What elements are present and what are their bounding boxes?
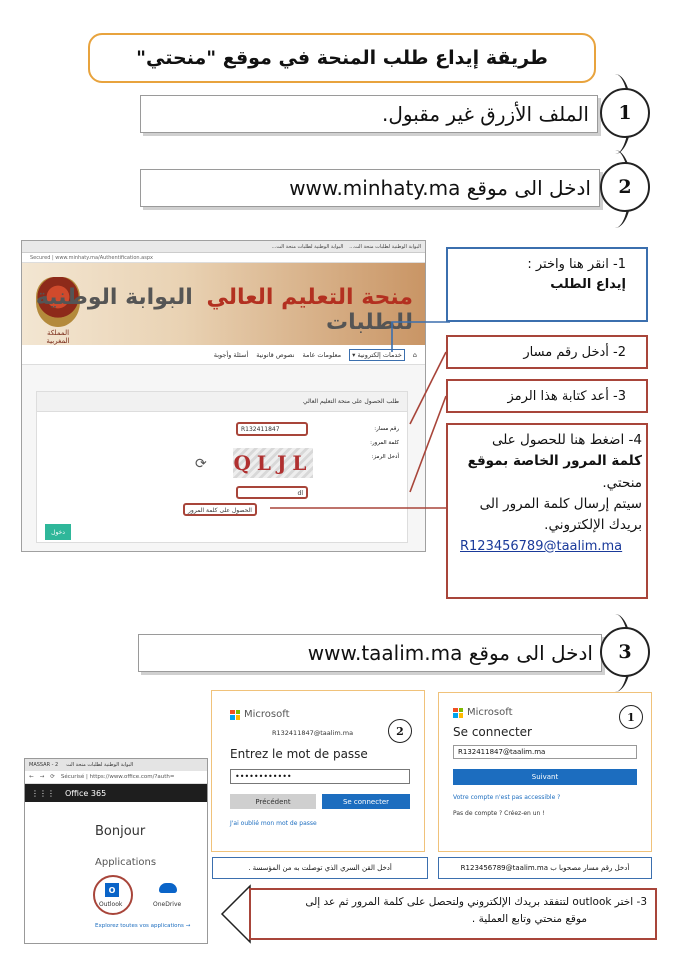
final-line-1: 3- اختر outlook لتتفقد بريدك الإلكتروني ولتحصل على كلمة المرور ثم عد إلى (305, 896, 647, 908)
previous-button[interactable]: Précédent (230, 794, 316, 809)
callout-1 (446, 247, 648, 322)
massar-input[interactable]: R132411847 (236, 422, 308, 436)
callout-3 (446, 379, 648, 413)
left-arrow-icon (214, 884, 254, 944)
step-3-bar (138, 634, 602, 672)
get-password-link[interactable]: الحصول على كلمة المرور (183, 503, 257, 516)
refresh-icon[interactable]: ⟳ (195, 456, 207, 472)
reload-icon[interactable]: ⟳ (50, 774, 55, 780)
step-3-number: 3 (600, 627, 650, 677)
callout-4-line4: سيتم إرسال كلمة المرور الى (479, 495, 642, 512)
final-line-2: موقع منحتي وتابع العملية . (471, 912, 587, 925)
callout-1-line1: 1- انقر هنا واختر : (527, 257, 626, 272)
nav-item-eservices[interactable]: خدمات إلكترونية ▾ (349, 349, 405, 361)
signin-badge: 1 (619, 705, 643, 729)
connector-line (392, 322, 450, 352)
browser-tabs (25, 759, 207, 771)
submit-button[interactable]: دخول (45, 524, 71, 540)
account-email: R132411847@taalim.ma (272, 729, 354, 737)
final-instruction (249, 888, 657, 940)
browser-tab[interactable]: MASSAR - 2 (29, 762, 59, 768)
connect-button[interactable]: Se connecter (322, 794, 410, 809)
forgot-password-link[interactable]: J'ai oublié mon mot de passe (230, 820, 317, 827)
outlook-icon[interactable]: O (105, 883, 119, 897)
password-panel (211, 690, 425, 852)
note-password: أدخل القن السري الذي توصلت به من المؤسسة . (212, 857, 428, 879)
forward-icon[interactable]: → (39, 774, 45, 780)
password-label: كلمة المرور: (370, 440, 399, 446)
password-title: Entrez le mot de passe (230, 747, 368, 761)
callout-4-line3: منحتي. (602, 474, 642, 491)
panel-title: طلب الحصول على منحة التعليم العالي (37, 392, 407, 412)
callout-4-line1: 4- اضغط هنا للحصول على (491, 432, 642, 448)
explore-apps-link[interactable]: Explorez toutes vos applications → (95, 923, 191, 929)
note-massar: أدخل رقم مسار مصحوبا ب R123456789@taalim.ma (438, 857, 652, 879)
callout-2 (446, 335, 648, 369)
signin-badge: 2 (388, 719, 412, 743)
step-2-text: ادخل الى موقع www.minhaty.ma (289, 176, 591, 200)
greeting: Bonjour (95, 824, 146, 839)
microsoft-logo (453, 707, 513, 718)
address-bar (25, 771, 207, 784)
microsoft-brand: Microsoft (244, 709, 290, 720)
captcha-image: QLJL (233, 448, 313, 478)
step-1-text: الملف الأزرق غير مقبول. (381, 102, 589, 126)
callout-1-line2: إيداع الطلب (550, 276, 626, 292)
nav-item-legal-texts[interactable]: نصوص قانونية (256, 350, 295, 359)
signin-title: Se connecter (453, 725, 532, 739)
callout-3-text: 3- أعد كتابة هذا الرمز (507, 389, 626, 404)
browser-tab[interactable]: البوابة الوطنية لطلبات منحة الت... (349, 243, 421, 250)
office-header (25, 784, 207, 802)
callout-4 (446, 423, 648, 599)
microsoft-icon (230, 710, 240, 720)
connector-line (410, 396, 446, 492)
email-link[interactable]: R123456789@taalim.ma (460, 538, 623, 554)
microsoft-brand: Microsoft (467, 707, 513, 718)
code-label: أدخل الرمز: (371, 454, 399, 460)
nav-item-general-info[interactable]: معلومات عامة (302, 350, 342, 359)
back-icon[interactable]: ← (29, 774, 34, 780)
browser-tab[interactable]: البوابة الوطنية لطلبات منحة الت (66, 762, 134, 768)
address-bar[interactable]: Secured | www.minhaty.ma/Authentification.aspx (22, 253, 425, 263)
account-inaccessible-link[interactable]: Votre compte n'est pas accessible ? (453, 794, 561, 801)
massar-label: رقم مسار: (374, 426, 399, 432)
url-text[interactable]: Sécurisé | https://www.office.com/?auth= (60, 774, 175, 780)
apps-heading: Applications (95, 857, 157, 868)
signin-panel (438, 692, 652, 852)
portal-name-part2: منحة التعليم العالي (206, 285, 413, 310)
create-account-link[interactable]: Pas de compte ? Créez-en un ! (453, 810, 545, 817)
office-product: Office 365 (65, 788, 107, 798)
connector-line (410, 352, 446, 424)
email-input[interactable]: R132411847@taalim.ma (453, 745, 637, 759)
step-2-number: 2 (600, 162, 650, 212)
portal-name-part1: البوابة الوطنية للطلبات (35, 285, 413, 335)
callout-4-line2: كلمة المرور الخاصة بموقع (467, 453, 642, 470)
onedrive-icon[interactable] (159, 883, 177, 893)
captcha-input[interactable]: dl (236, 486, 308, 499)
microsoft-icon (453, 708, 463, 718)
browser-tab[interactable]: البوابة الوطنية لطلبات منحة الت... (271, 243, 344, 250)
next-button[interactable]: Suivant (453, 769, 637, 785)
kingdom-label: المملكة المغربية (46, 329, 70, 345)
callout-4-line5: بريدك الإلكتروني. (544, 517, 642, 534)
home-icon[interactable]: ⌂ (412, 350, 417, 359)
microsoft-logo (230, 709, 290, 720)
onedrive-label[interactable]: OneDrive (153, 901, 182, 908)
password-input[interactable]: •••••••••••• (230, 769, 410, 784)
app-launcher-icon[interactable]: ⋮⋮⋮ (31, 788, 55, 798)
office365-screenshot (24, 758, 208, 944)
step-1-number: 1 (600, 88, 650, 138)
step-3-text: ادخل الى موقع www.taalim.ma (307, 641, 593, 665)
callout-2-text: 2- أدخل رقم مسار (523, 345, 626, 360)
outlook-label[interactable]: Outlook (99, 901, 123, 908)
page-title: طريقة إيداع طلب المنحة في موقع "منحتي" (88, 33, 596, 83)
nav-item-faq[interactable]: أسئلة وأجوبة (213, 350, 249, 359)
